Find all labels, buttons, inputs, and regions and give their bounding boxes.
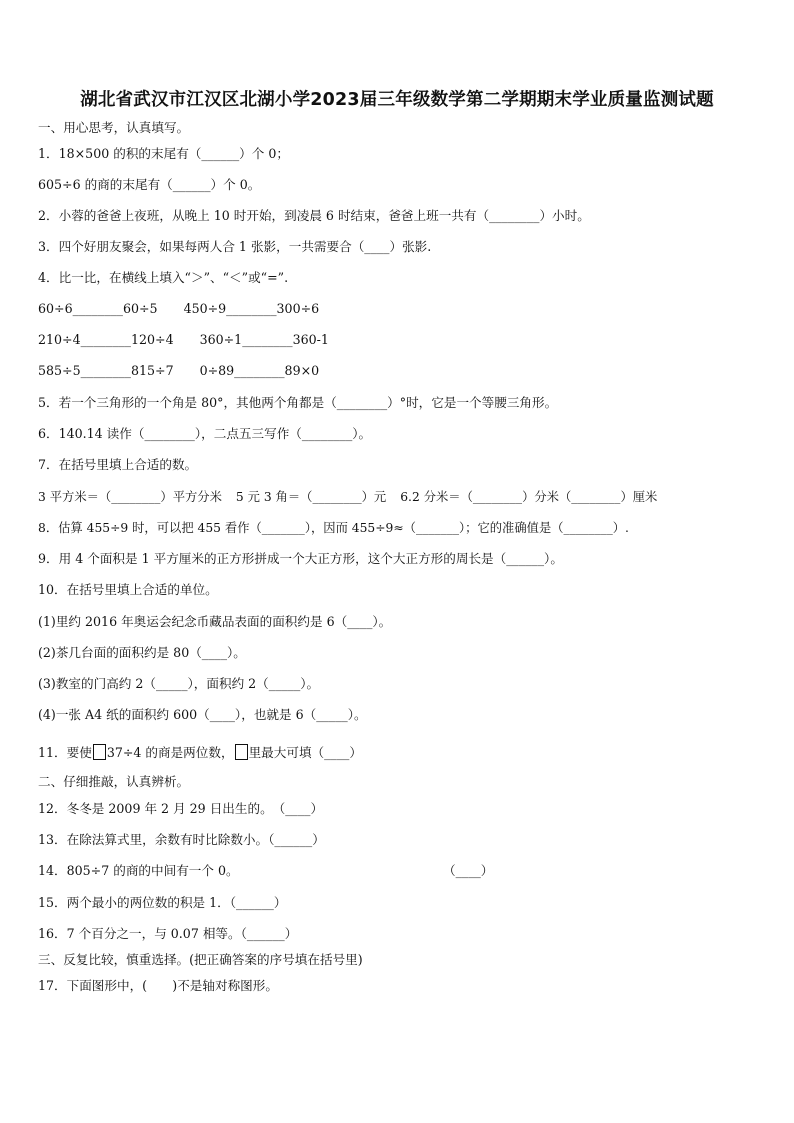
compare-item: 210÷4________120÷4: [38, 332, 174, 347]
question-15: 15．两个最小的两位数的积是 1．（______）: [38, 895, 287, 910]
question-13: 13．在除法算式里，余数有时比除数小。（______）: [38, 832, 325, 847]
question-12: 12．冬冬是 2009 年 2 月 29 日出生的。 （____）: [38, 801, 324, 816]
question-10-1: (1)里约 2016 年奥运会纪念币藏品表面的面积约是 6（____）。: [38, 614, 392, 629]
question-9: 9．用 4 个面积是 1 平方厘米的正方形拼成一个大正方形，这个大正方形的周长是（______）。: [38, 551, 563, 566]
question-11: [38, 744, 362, 761]
fill-item: 6.2 分米＝（________）分米（________）厘米: [400, 490, 658, 504]
fill-item: 5 元 3 角＝（________）元: [235, 490, 387, 504]
question-8: 8．估算 455÷9 时，可以把 455 看作（_______），因而 455÷9≈（_______）；它的准确值是（________）.: [38, 521, 629, 535]
question-11-part-a: 11．要使: [38, 745, 92, 760]
question-10: 10．在括号里填上合适的单位。: [38, 582, 218, 597]
question-7: 7．在括号里填上合适的数。: [38, 457, 198, 472]
compare-item: 360÷1________360-1: [199, 332, 329, 347]
question-14-text: 14．805÷7 的商的中间有一个 0。: [38, 863, 239, 878]
section-3-heading: 三、反复比较，慎重选择。(把正确答案的序号填在括号里): [38, 952, 363, 967]
question-11-part-c: 里最大可填（____）: [248, 745, 362, 760]
question-17: 17．下面图形中，( )不是轴对称图形。: [38, 978, 278, 993]
compare-item: 585÷5________815÷7: [38, 363, 174, 378]
question-4: 4．比一比，在横线上填入“＞”、“＜”或“=”.: [38, 270, 289, 285]
question-4-row-2: [38, 332, 329, 348]
question-7-row: [38, 489, 657, 505]
question-10-2: (2)茶几台面的面积约是 80（____）。: [38, 645, 246, 660]
question-3: 3．四个好朋友聚会，如果每两人合 1 张影，一共需要合（____）张影.: [38, 239, 432, 254]
question-10-3: (3)教室的门高约 2（_____），面积约 2（_____）。: [38, 676, 320, 691]
question-11-part-b: 37÷4 的商是两位数，: [106, 745, 234, 760]
section-1-heading: 一、用心思考，认真填写。: [38, 120, 190, 135]
section-2-heading: 二、仔细推敲，认真辨析。: [38, 774, 190, 789]
page-title: 湖北省武汉市江汉区北湖小学2023届三年级数学第二学期期末学业质量监测试题: [80, 90, 714, 110]
blank-square-box: [235, 744, 248, 760]
compare-item: 60÷6________60÷5: [38, 301, 158, 316]
fill-item: 3 平方米＝（________）平方分米: [38, 490, 222, 504]
blank-square-box: [93, 744, 106, 760]
question-2: 2．小蓉的爸爸上夜班，从晚上 10 时开始，到凌晨 6 时结束，爸爸上班一共有（________）小时。: [38, 208, 590, 223]
question-4-row-3: [38, 363, 319, 379]
question-5: 5．若一个三角形的一个角是 80°，其他两个角都是（________）°时，它是一个等腰三角形。: [38, 395, 558, 410]
question-4-row-1: [38, 301, 319, 317]
question-14-blank: （____）: [443, 863, 494, 878]
question-6: 6．140.14 读作（________），二点五三写作（________）。: [38, 426, 372, 441]
question-1b: 605÷6 的商的末尾有（______）个 0。: [38, 177, 261, 192]
question-14: [38, 863, 498, 879]
question-1a: 1．18×500 的积的末尾有（______）个 0；: [38, 146, 289, 161]
compare-item: 0÷89________89×0: [199, 363, 320, 378]
question-16: 16．7 个百分之一，与 0.07 相等。（______）: [38, 926, 298, 941]
compare-item: 450÷9________300÷6: [183, 301, 320, 316]
question-10-4: (4)一张 A4 纸的面积约 600（____），也就是 6（_____）。: [38, 707, 367, 722]
